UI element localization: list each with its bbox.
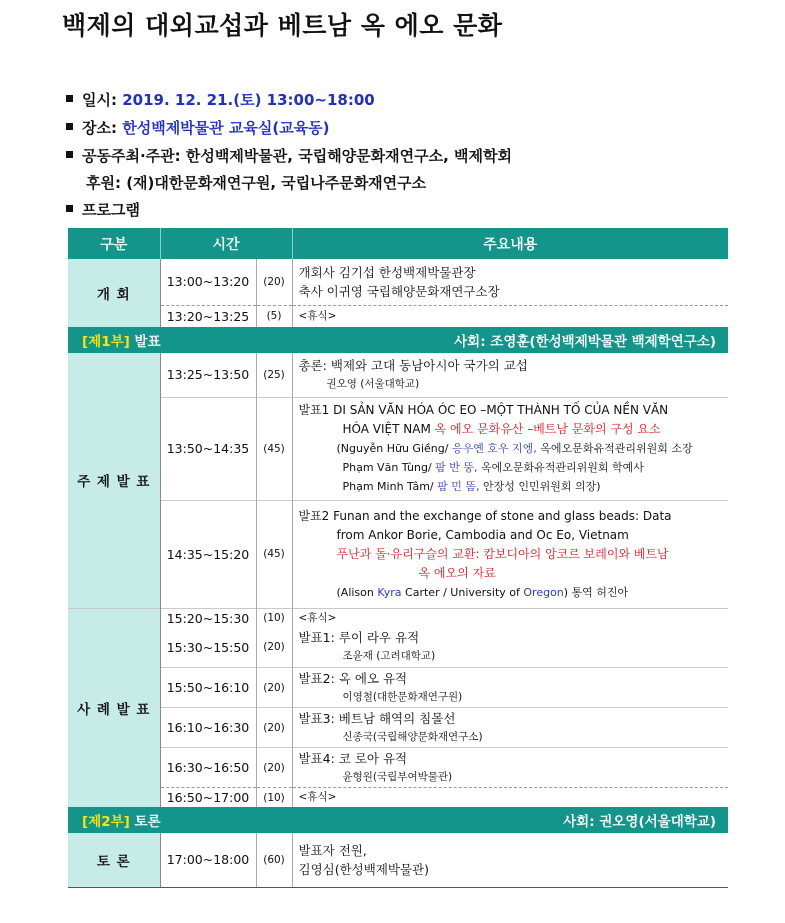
talk-presenter: (Nguyễn Hữu Giềng/ 응우옌 호우 지엥, 옥에오문화유적관리위원회 소장 (336, 442, 693, 455)
table-row (68, 788, 728, 808)
talk-presenter: Phạm Minh Tâm/ 팜 민 똠, 안장성 인민위원회 의장) (342, 480, 601, 493)
bullet-icon (66, 151, 73, 158)
host-line: 공동주최·주관: 한성백제박물관, 국립해양문화재연구소, 백제학회 (82, 147, 512, 165)
opening-line2: 축사 이귀영 국립해양문화재연구소장 (298, 283, 500, 299)
time-cell: 16:10~16:30 (160, 708, 256, 748)
content-cell (292, 353, 728, 397)
time-cell: 13:50~14:35 (160, 397, 256, 500)
table-row (68, 748, 728, 788)
category-discussion: 토 론 (68, 833, 160, 887)
session2-label: [제2부] 토론 (68, 807, 292, 833)
bullet-icon (66, 123, 73, 130)
table-row (68, 668, 728, 708)
table-header (68, 228, 728, 259)
talk-presenter: Phạm Văn Tùng/ 팜 반 뚱, 옥에오문화유적관리위원회 학예사 (342, 461, 644, 474)
table-row (68, 628, 728, 668)
category-theme: 주 제 발 표 (68, 353, 160, 608)
time-cell: 13:25~13:50 (160, 353, 256, 397)
bullet-icon (66, 95, 73, 102)
minutes-cell: (20) (256, 628, 292, 668)
info-host (66, 145, 512, 166)
minutes-cell: (10) (256, 788, 292, 808)
time-cell: 13:20~13:25 (160, 305, 256, 327)
page-title: 백제의 대외교섭과 베트남 옥 에오 문화 (62, 11, 503, 40)
time-cell: 14:35~15:20 (160, 500, 256, 608)
table-row (68, 353, 728, 397)
table-row (68, 608, 728, 628)
table-row (68, 833, 728, 887)
minutes-cell: (25) (256, 353, 292, 397)
minutes-cell: (20) (256, 748, 292, 788)
info-sponsor (86, 172, 426, 193)
talk-title: 발표3: 베트남 해역의 침몰선 (298, 710, 456, 726)
header-content: 주요내용 (292, 228, 728, 259)
time-cell: 17:00~18:00 (160, 833, 256, 887)
talk-title: 총론: 백제와 고대 동남아시아 국가의 교섭 (298, 357, 528, 373)
talk-speaker: 이영철(대한문화재연구원) (342, 690, 463, 703)
break-cell: <휴식> (292, 608, 728, 628)
discussion-line2: 김영심(한성백제박물관) (298, 861, 430, 877)
talk-title: 발표4: 코 로아 유적 (298, 750, 408, 766)
time-cell: 16:50~17:00 (160, 788, 256, 808)
minutes-cell: (20) (256, 259, 292, 305)
session1-row (68, 327, 728, 353)
content-cell (292, 397, 728, 500)
info-program (66, 199, 140, 220)
table-row (68, 305, 728, 327)
program-table (68, 228, 728, 888)
category-opening: 개 회 (68, 259, 160, 327)
talk-speaker: 신종국(국립해양문화재연구소) (342, 730, 483, 743)
info-date (66, 89, 375, 110)
talk-title-cont: HÓA VIỆT NAM 옥 에오 문화유산 –베트남 문화의 구성 요소 (342, 422, 661, 436)
time-cell: 15:30~15:50 (160, 628, 256, 668)
content-cell (292, 668, 728, 708)
table-row (68, 259, 728, 305)
break-cell: <휴식> (292, 788, 728, 808)
info-place (66, 117, 330, 138)
content-cell (292, 628, 728, 668)
header-time: 시간 (160, 228, 292, 259)
talk-presenter: (Alison Kyra Carter / University of Oregon) 통역 허진아 (336, 585, 629, 599)
date-label: 일시: (82, 91, 117, 109)
minutes-cell: (20) (256, 668, 292, 708)
place-value: 한성백제박물관 교육실(교육동) (122, 119, 330, 137)
time-cell: 15:50~16:10 (160, 668, 256, 708)
program-label: 프로그램 (82, 201, 140, 219)
talk-title: 발표1: 루이 라우 유적 (298, 630, 420, 646)
talk-speaker: 윤형원(국립부여박물관) (342, 770, 453, 783)
header-category: 구분 (68, 228, 160, 259)
talk-title-cont: from Ankor Borie, Cambodia and Oc Eo, Vietnam (336, 527, 629, 542)
talk-title-ko-cont: 옥 에오의 자료 (418, 565, 496, 580)
opening-line1: 개회사 김기섭 한성백제박물관장 (298, 264, 476, 280)
talk-title: 발표2: 옥 에오 유적 (298, 670, 408, 686)
session1-label: [제1부] 발표 (68, 327, 292, 353)
minutes-cell: (45) (256, 500, 292, 608)
minutes-cell: (20) (256, 708, 292, 748)
table-row (68, 708, 728, 748)
minutes-cell: (45) (256, 397, 292, 500)
content-cell (292, 500, 728, 608)
table-row (68, 500, 728, 608)
bullet-icon (66, 205, 73, 212)
time-cell: 16:30~16:50 (160, 748, 256, 788)
content-cell (292, 833, 728, 887)
talk-title: 발표1 DI SẢN VĂN HÓA ÓC EO –MỘT THÀNH TỐ CỦA NỀN VĂN (298, 403, 669, 417)
talk-title: 발표2 Funan and the exchange of stone and glass beads: Data (298, 508, 672, 523)
time-cell: 13:00~13:20 (160, 259, 256, 305)
content-cell (292, 708, 728, 748)
minutes-cell: (60) (256, 833, 292, 887)
minutes-cell: (10) (256, 608, 292, 628)
time-cell: 15:20~15:30 (160, 608, 256, 628)
talk-title-ko: 푸난과 돌·유리구슬의 교환: 캄보디아의 앙코르 보레이와 베트남 (336, 546, 669, 561)
category-case: 사 례 발 표 (68, 608, 160, 807)
minutes-cell: (5) (256, 305, 292, 327)
talk-speaker: 조윤재 (고려대학교) (342, 650, 436, 663)
place-label: 장소: (82, 119, 117, 137)
sponsor-line: 후원: (재)대한문화재연구원, 국립나주문화재연구소 (86, 174, 427, 192)
date-value: 2019. 12. 21.(토) 13:00~18:00 (122, 91, 375, 109)
content-cell (292, 748, 728, 788)
break-cell: <휴식> (292, 305, 728, 327)
session1-moderator: 사회: 조영훈(한성백제박물관 백제학연구소) (292, 327, 728, 353)
session2-moderator: 사회: 권오영(서울대학교) (292, 807, 728, 833)
content-cell (292, 259, 728, 305)
session2-row (68, 807, 728, 833)
talk-speaker: 권오영 (서울대학교) (326, 377, 420, 390)
discussion-line1: 발표자 전원, (298, 842, 367, 858)
table-row (68, 397, 728, 500)
